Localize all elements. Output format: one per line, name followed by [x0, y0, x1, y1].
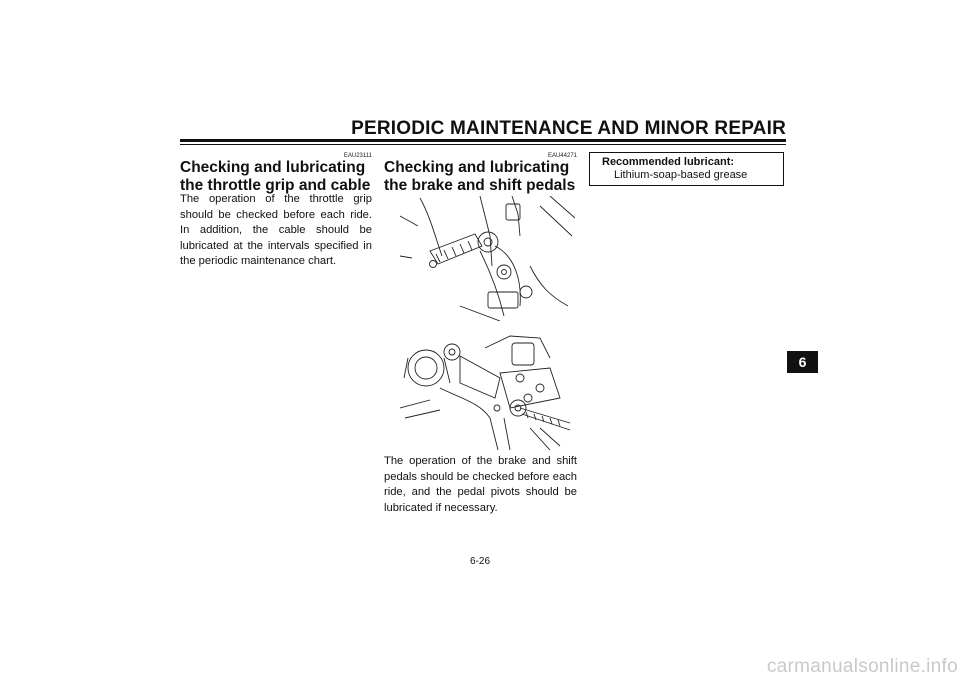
shift-pedal-illustration — [400, 328, 575, 450]
header-rule-thick — [180, 139, 786, 142]
section-title-pedals: Checking and lubricating the brake and shift pedals — [384, 159, 576, 194]
watermark: carmanualsonline.info — [766, 656, 958, 677]
recommended-lubricant-value: Lithium-soap-based grease — [614, 169, 748, 181]
chapter-tab: 6 — [787, 351, 818, 373]
page-number: 6-26 — [469, 556, 490, 567]
page-header-title: PERIODIC MAINTENANCE AND MINOR REPAIR — [351, 118, 786, 139]
section-code: EAU23111 — [343, 153, 372, 159]
section-code: EAU44271 — [547, 153, 577, 159]
section-body-throttle: The operation of the throttle grip should be checked before each ride. In addition, the cable should be lubricated at the intervals specified in the periodic maintenance chart. — [180, 193, 372, 267]
section-body-pedals: The operation of the brake and shift pedals should be checked before each ride, and the pedal pivots should be lubricated if necessary. — [384, 455, 577, 514]
recommended-lubricant-label: Recommended lubricant: — [602, 156, 735, 168]
brake-pedal-illustration — [400, 196, 575, 321]
section-title-throttle: Checking and lubricating the throttle grip and cable — [180, 159, 371, 194]
recommended-lubricant-box — [589, 152, 784, 186]
header-rule-thin — [180, 144, 786, 145]
